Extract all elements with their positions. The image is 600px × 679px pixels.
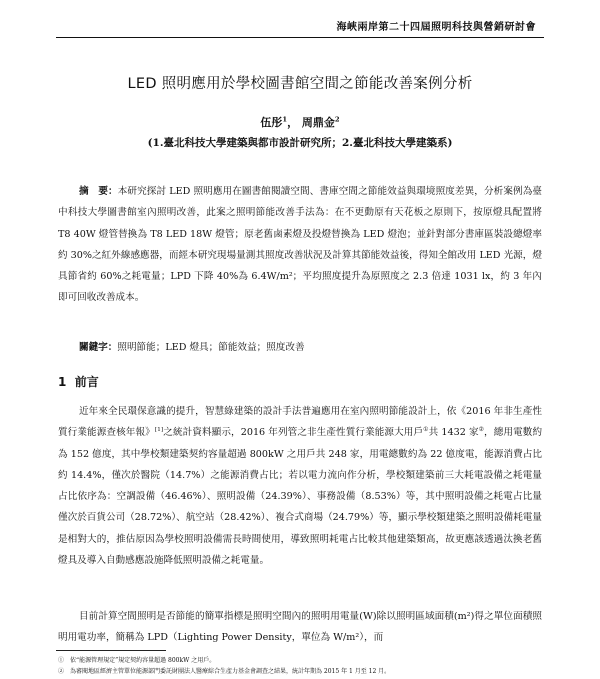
abstract: [58, 181, 542, 309]
affiliation: (1.臺北科技大學建築與都市設計研究所；2.臺北科技大學建築系): [147, 137, 453, 149]
author-1-name: 伍彤: [260, 116, 283, 129]
author-2-name: 周鼎金: [301, 116, 335, 129]
author-1-mark: 1: [282, 115, 288, 124]
para1-text-c: 共 1432 家: [428, 427, 479, 439]
abstract-label: 摘 要：: [79, 186, 118, 197]
footnote-mark-1: ①: [423, 426, 429, 434]
author-line: [0, 114, 600, 130]
footnote-2: ② 為審閱地區經濟主管單位能源部門委託財團法人醫療綜合生產力基金會調查之結果，統計年期為 2015 年 1 月至 12 月。: [58, 668, 391, 675]
footnote-rule: [56, 650, 166, 651]
keywords: [79, 339, 305, 353]
para1-text-a: 近年來全民環保意識的提升，智慧綠建築的設計手法普遍應用在室內照明節能設計上，依《2016 年非生產性質行業能源查核年報》: [58, 406, 542, 439]
para1-text-d: ，總用電數約為 152 億度，其中學校類建築契約容量超過 800kW 之用戶共 248 家，用電總數約為 22 億度電，能源消費占比約 14.4%，僅次於醫院（14.7%）之能源消費占比；若以電力流向作分析，學校類建築前三大耗電設備之耗電量占比依序為：空調設備（46.46%）、照明設備（24.39%）、事務設備（8.53%）等，其中照明設備之耗電占比量僅次於百貨公司（28.72%）、航空站（28.42%）、複合式商場（24.79%）等，顯示學校類建築之照明設備耗電量是相對大的，推估原因為學校照明設備需長時間使用，導致照明耗電占比較其他建築類高，故更應該透過汰換老舊燈具及導入自動感應設施降低照明設備之耗電量。: [58, 427, 543, 567]
para2-text: 目前計算空間照明是否節能的簡單指標是照明空間內的照明用電量(W)除以照明區域面積(m²)得之單位面積照明用電功率，簡稱為 LPD（Lighting Power Density，單位為 W/m²），而: [58, 611, 542, 644]
section-heading: [58, 373, 99, 390]
author-2-mark: 2: [334, 115, 340, 124]
footnote-mark-2: ②: [478, 426, 485, 434]
author-separator: ，: [287, 116, 299, 129]
footnote-1: ① 依“能源管理規定”規定契約容量超過 800kW 之用戶。: [58, 657, 216, 664]
header-rule: [56, 37, 544, 38]
abstract-text: 本研究探討 LED 照明應用在圖書館閱讀空間、書庫空間之節能效益與環境照度差異，分析案例為臺中科技大學圖書館室內照明改善，此案之照明節能改善手法為：在不更動原有天花板之原則下，按原燈具配置將 T8 40W 燈管替換為 T8 LED 18W 燈管；原老舊鹵素燈及投燈替換為 LED 燈泡；並針對部分書庫區裝設總燈率約 30%之紅外線感應器，而經本研究現場量測其照度改善狀況及計算其節能效益後，得知全館改用 LED 光源，燈具節省約 60%之耗電量；LPD 下降 40%為 6.4W/m²；平均照度提升為原照度之 2.3 倍達 1031 lx，約 3 年內即可回收改善成本。: [58, 186, 542, 304]
body-paragraph-2: [58, 606, 542, 649]
running-header: 海峽兩岸第二十四屆照明科技與營銷研討會: [336, 22, 536, 33]
section-title: 前言: [74, 375, 99, 389]
keywords-text: 照明節能；LED 燈具；節能效益；照度改善: [117, 342, 305, 353]
paper-title: LED 照明應用於學校圖書館空間之節能改善案例分析: [127, 76, 473, 92]
citation-ref: [1]: [154, 426, 164, 434]
body-paragraph-1: [58, 401, 542, 571]
keywords-label: 關鍵字：: [79, 342, 118, 353]
section-number: 1: [58, 375, 67, 389]
para1-text-b: 之統計資料顯示，2016 年列管之非生產性質行業能源大用戶: [163, 427, 424, 439]
